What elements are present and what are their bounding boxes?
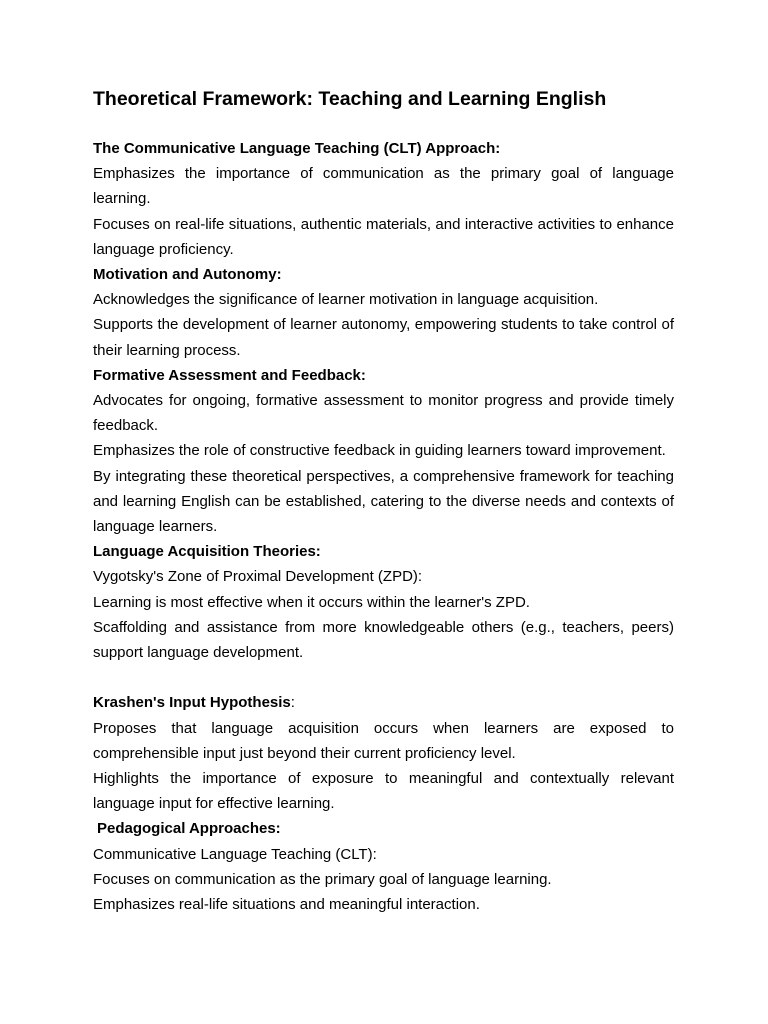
document-title: Theoretical Framework: Teaching and Learning English [93, 88, 607, 110]
acquisition-heading: Language Acquisition Theories: [93, 543, 321, 561]
clt-heading: The Communicative Language Teaching (CLT) Approach: [93, 140, 501, 157]
clt-paragraph-2: Focuses on real-life situations, authentic materials, and interactive activities to enhance language proficiency. [93, 215, 674, 258]
document-page [93, 86, 674, 917]
krashen-paragraph-1: Proposes that language acquisition occurs when learners are exposed to comprehensible input just beyond their current proficiency level. [93, 719, 674, 762]
krashen-heading: Krashen's Input Hypothesis [93, 694, 291, 712]
assessment-paragraph-2: Emphasizes the role of constructive feedback in guiding learners toward improvement. [93, 442, 666, 460]
motivation-heading: Motivation and Autonomy: [93, 266, 282, 284]
assessment-heading: Formative Assessment and Feedback: [93, 366, 366, 384]
krashen-colon: : [290, 694, 295, 712]
krashen-paragraph-2: Highlights the importance of exposure to meaningful and contextually relevant language input for effective learning. [93, 770, 674, 813]
assessment-paragraph-1: Advocates for ongoing, formative assessment to monitor progress and provide timely feedback. [93, 392, 674, 435]
motivation-paragraph-1: Acknowledges the significance of learner motivation in language acquisition. [93, 291, 599, 309]
pedagogical-heading: Pedagogical Approaches: [97, 820, 281, 838]
pedagogical-paragraph-2: Emphasizes real-life situations and meaningful interaction. [93, 896, 480, 914]
zpd-paragraph-1: Learning is most effective when it occurs within the learner's ZPD. [93, 593, 530, 611]
zpd-label: Vygotsky's Zone of Proximal Development (ZPD): [93, 568, 423, 586]
zpd-paragraph-2: Scaffolding and assistance from more knowledgeable others (e.g., teachers, peers) support language development. [93, 618, 674, 662]
pedagogical-label: Communicative Language Teaching (CLT): [93, 845, 377, 863]
krashen-heading-line [93, 690, 674, 715]
blank-line [93, 665, 674, 690]
motivation-paragraph-2: Supports the development of learner autonomy, empowering students to take control of their learning process. [93, 316, 674, 359]
pedagogical-paragraph-1: Focuses on communication as the primary goal of language learning. [93, 870, 552, 888]
clt-paragraph-1: Emphasizes the importance of communication as the primary goal of language learning. [93, 165, 674, 208]
summary-paragraph: By integrating these theoretical perspectives, a comprehensive framework for teaching and learning English can be established, catering to the diverse needs and contexts of language learners. [93, 467, 674, 536]
